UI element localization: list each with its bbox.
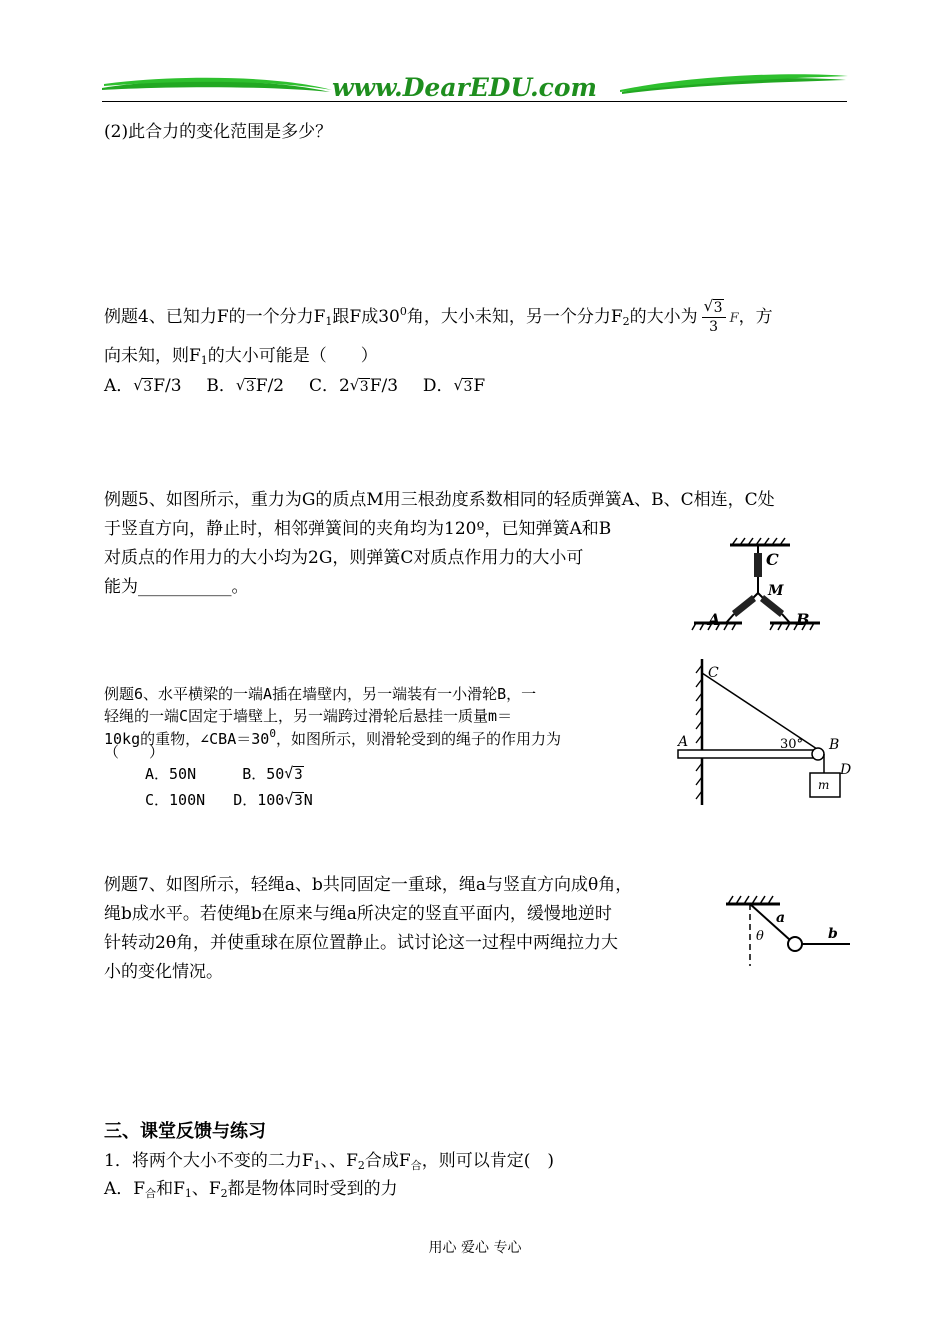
ex6-text3a: 10kg的重物，∠CBA＝30 <box>104 730 270 748</box>
ex6-options-row2 <box>145 788 313 813</box>
ex4-line2-sub: 1 <box>200 354 208 367</box>
prev-question-line <box>104 118 332 146</box>
ex6-line4 <box>104 740 164 764</box>
ex4-options <box>104 372 485 401</box>
ex6-line3 <box>104 722 561 751</box>
ex6-text3b: ，如图所示，则滑轮受到的绳子的作用力为 <box>275 730 561 748</box>
q1-sub1: 1 <box>313 1159 321 1172</box>
ex6-opt-d-root: 3 <box>294 793 303 809</box>
ex4-opt-b-rest: F/2 <box>255 376 285 396</box>
ex6-label-a: A <box>678 734 689 750</box>
ex4-opt-d-rest: F <box>473 376 486 396</box>
ex5-text1: 例题5、如图所示，重力为G的质点M用三根劲度系数相同的轻质弹簧A、B、C相连，C处 <box>104 490 775 510</box>
ex6-opt-c: C．100N <box>145 791 206 809</box>
ex5-line2 <box>104 515 611 543</box>
ex4-opt-b-sqrt <box>236 373 256 401</box>
ex4-opt-c-sqrt <box>350 373 370 401</box>
ex4-sub1: 1 <box>325 315 333 328</box>
ex5-line1 <box>104 486 775 514</box>
ex5-line4 <box>104 573 249 601</box>
ex4-text-d: 的大小为 <box>629 307 698 327</box>
ex6-label-c: C <box>708 665 719 681</box>
ex6-text3-sup: 0 <box>269 727 276 740</box>
q1-opt-a-text-c: 、F <box>191 1179 221 1199</box>
ex6-text2: 轻绳的一端C固定于墙壁上，另一端跨过滑轮后悬挂一质量m＝ <box>104 707 513 725</box>
ex6-opt-a: A．50N <box>145 765 197 783</box>
ex4-line2-b: 的大小可能是（ ） <box>207 346 378 366</box>
q1-opt-a-sub1: 1 <box>184 1187 192 1200</box>
ex5-label-m: M <box>768 583 784 599</box>
q1-text-b: 、、F <box>320 1151 358 1171</box>
ex4-text-c: 角，大小未知，另一个分力F <box>406 307 623 327</box>
prev-question-text: (2)此合力的变化范围是多少？ <box>104 122 333 142</box>
ex7-line4 <box>104 958 223 986</box>
q1-option-a <box>104 1175 398 1208</box>
ex4-opt-c-rest: F/3 <box>369 376 399 396</box>
ex4-opt-c-root: 3 <box>359 379 369 395</box>
ex5-label-c: C <box>766 550 779 569</box>
ex4-frac-den: 3 <box>709 319 719 335</box>
ex4-frac-root: 3 <box>713 300 723 316</box>
ex4-opt-c-label: C．2 <box>308 376 350 396</box>
ex6-opt-d-sqrt <box>284 789 303 813</box>
ex6-text1: 例题6、水平横梁的一端A插在墙壁内，另一端装有一小滑轮B，一 <box>104 685 537 703</box>
q1-text-c: 合成F <box>364 1151 411 1171</box>
ex4-opt-d-label: D． <box>422 376 454 396</box>
ex4-line2-a: 向未知，则F <box>104 346 201 366</box>
header-banner <box>100 68 850 104</box>
section3-title <box>104 1118 266 1146</box>
q1-sub2: 2 <box>357 1159 365 1172</box>
ex7-ropes-figure <box>722 890 867 970</box>
ex7-text2: 绳b成水平。若使绳b在原来与绳a所决定的竖直平面内，缓慢地逆时 <box>104 904 612 924</box>
ex7-label-b: b <box>828 926 838 942</box>
ex5-text2: 于竖直方向，静止时，相邻弹簧间的夹角均为120º，已知弹簧A和B <box>104 519 612 539</box>
ex6-label-b: B <box>829 737 840 753</box>
ex7-line3 <box>104 929 618 957</box>
q1-opt-a-text-d: 都是物体同时受到的力 <box>227 1179 398 1199</box>
ex5-label-b: B <box>796 610 810 629</box>
ex4-frac-F: F <box>729 311 739 326</box>
q1-opt-a-sub2: 2 <box>220 1187 228 1200</box>
header-rule <box>102 101 847 102</box>
ex6-opt-b-sqrt <box>284 763 303 787</box>
ex6-pulley-figure <box>672 655 862 810</box>
ex4-text-e: ，方 <box>738 307 773 327</box>
ex4-opt-d-root: 3 <box>463 379 473 395</box>
ex4-opt-a-root: 3 <box>143 379 153 395</box>
ex7-text4: 小的变化情况。 <box>104 962 223 982</box>
ex5-line3 <box>104 544 583 572</box>
ex4-opt-a-label: A． <box>104 376 134 396</box>
ex5-label-a: A <box>708 610 721 629</box>
ex4-opt-b-root: 3 <box>245 379 255 395</box>
ex4-line1 <box>104 298 773 336</box>
footer-text: 用心 爱心 专心 <box>428 1240 522 1256</box>
q1-text-a: 1．将两个大小不变的二力F <box>104 1151 314 1171</box>
ex7-label-theta: θ <box>756 929 764 944</box>
ex4-sup0: 0 <box>399 305 407 318</box>
ex6-opt-d-rest: N <box>303 791 313 809</box>
ex6-label-d: D <box>840 762 852 778</box>
ex5-text3: 对质点的作用力的大小均为2G，则弹簧C对质点作用力的大小可 <box>104 548 584 568</box>
q1-opt-a-sub: 合 <box>145 1187 157 1200</box>
ex6-options-row1 <box>145 762 304 787</box>
ex6-text4: （ ） <box>104 743 165 761</box>
ex7-text3: 针转动2θ角，并使重球在原位置静止。试讨论这一过程中两绳拉力大 <box>104 933 619 953</box>
ex6-opt-d-label: D．100 <box>233 791 285 809</box>
ex4-fraction <box>702 299 726 336</box>
ex4-opt-a-sqrt <box>133 373 153 401</box>
ex7-line2 <box>104 900 612 928</box>
header-logo-text: www.DearEDU.com <box>332 73 598 102</box>
ex6-opt-b-label: B．50 <box>242 765 285 783</box>
q1-sub3: 合 <box>410 1159 422 1172</box>
q1-opt-a-text-a: A．F <box>104 1179 146 1199</box>
q1-opt-a-text-b: 和F <box>156 1179 185 1199</box>
ex6-label-angle: 30° <box>780 737 804 752</box>
page-footer <box>0 1234 950 1262</box>
ex4-text-b: 跟F成30 <box>332 307 400 327</box>
ex5-text4: 能为___________。 <box>104 577 249 597</box>
ex4-opt-d-sqrt <box>453 373 473 401</box>
ex5-spring-figure <box>690 535 835 635</box>
ex4-sub2: 2 <box>622 315 630 328</box>
ex6-label-m: m <box>818 778 830 792</box>
ex6-opt-b-root: 3 <box>294 767 303 783</box>
ex7-label-a: a <box>776 910 786 926</box>
q1-text-d: ，则可以肯定( ) <box>421 1151 554 1171</box>
ex4-opt-b-label: B． <box>206 376 236 396</box>
ex6-line1 <box>104 682 536 706</box>
ex7-line1 <box>104 871 632 899</box>
section3-title-text: 三、课堂反馈与练习 <box>104 1121 266 1142</box>
ex4-opt-a-rest: F/3 <box>153 376 182 396</box>
ex4-text-a: 例题4、已知力F的一个分力F <box>104 307 326 327</box>
ex7-text1: 例题7、如图所示，轻绳a、b共同固定一重球，绳a与竖直方向成θ角， <box>104 875 633 895</box>
header-swoosh-graphic <box>100 68 850 104</box>
